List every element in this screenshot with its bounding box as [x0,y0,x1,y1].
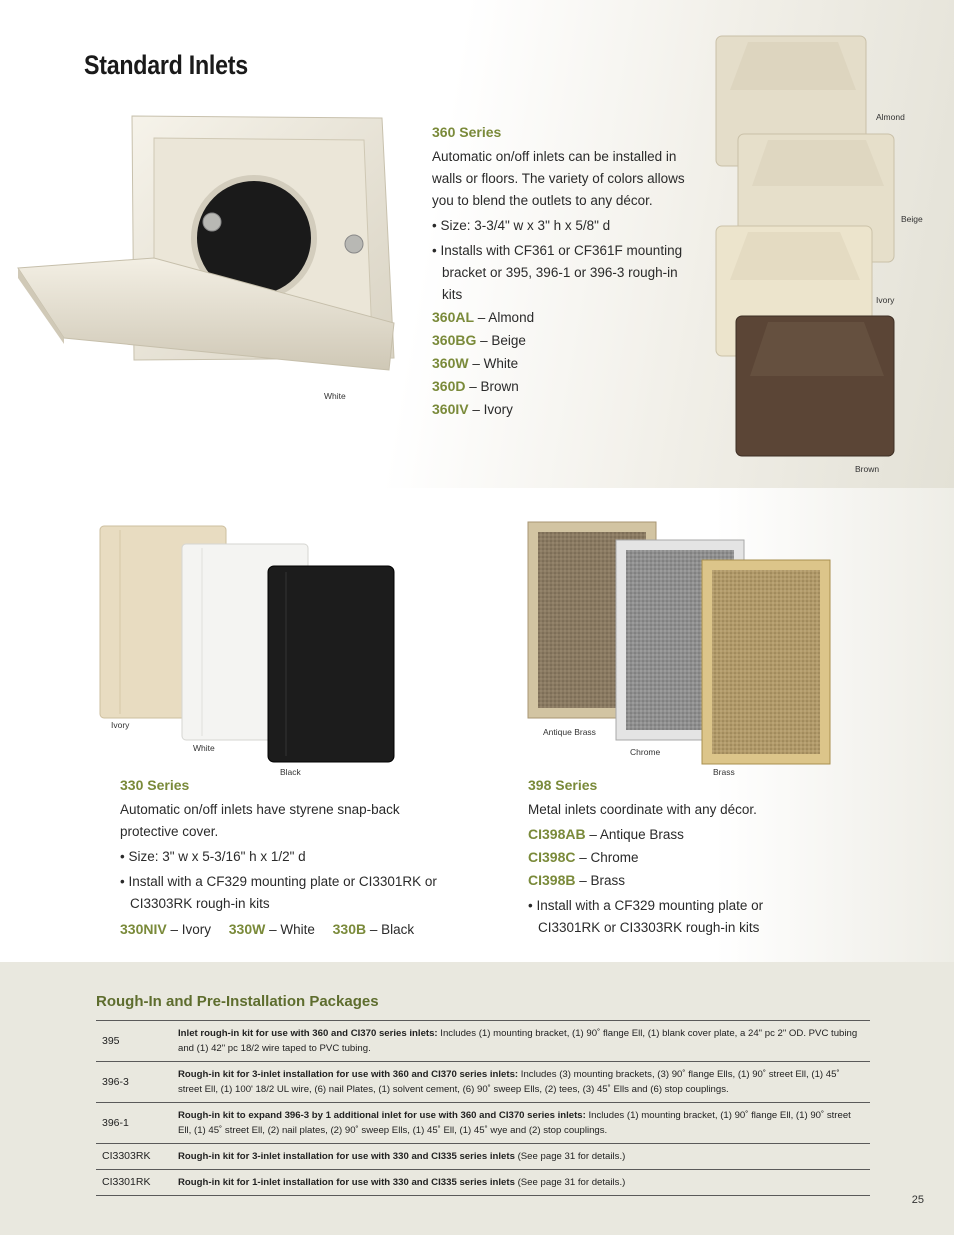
inlet-398-caption-brass: Brass [713,767,735,777]
page-title: Standard Inlets [84,50,248,80]
model-ci398c: CI398C – Chrome [528,849,639,865]
swatch-caption-beige: Beige [901,214,923,224]
model-360al: 360AL – Almond [432,309,535,325]
series-330-models [120,918,440,941]
series-330-bullet-install: • Install with a CF329 mounting plate or CI3301RK or CI3303RK rough-in kits [120,874,437,911]
inlet-360-white-photo [14,108,404,388]
series-360-block [432,121,692,421]
inlet-330-caption-white: White [193,743,215,753]
rough-in-model: 396-1 [96,1103,172,1144]
rough-in-model: CI3301RK [96,1170,172,1196]
model-360d: 360D – Brown [432,378,519,394]
rough-in-description: Inlet rough-in kit for use with 360 and CI370 series inlets: Includes (1) mounting bracket, (1) 90˚ flange Ell, (1) blank cover plate, a 24" pc 2" OD. PVC tubing and (1) 42" pc 18/2 wire taped to PVC tubing. [172,1021,870,1062]
series-398-heading: 398 Series [528,777,598,793]
series-330-description: Automatic on/off inlets have styrene snap-back protective cover. [120,802,400,839]
swatch-caption-ivory: Ivory [876,295,895,305]
model-330w: 330W – White [228,921,315,937]
series-398-description: Metal inlets coordinate with any décor. [528,802,757,817]
rough-in-table [96,1020,870,1196]
swatch-caption-almond: Almond [876,112,905,122]
inlet-330-photo [96,518,406,768]
rough-in-description: Rough-in kit for 3-inlet installation for use with 330 and CI335 series inlets (See page 31 for details.) [172,1144,870,1170]
model-330b: 330B – Black [332,921,415,937]
inlet-398-caption-chrome: Chrome [630,747,661,757]
series-360-description: Automatic on/off inlets can be installed in walls or floors. The variety of colors allows you to blend the outlets to any décor. [432,149,685,208]
rough-in-model: 395 [96,1021,172,1062]
model-ci398b: CI398B – Brass [528,872,626,888]
inlet-330-caption-ivory: Ivory [111,720,130,730]
table-row [96,1144,870,1170]
series-360-heading: 360 Series [432,124,502,140]
rough-in-description: Rough-in kit to expand 396-3 by 1 additional inlet for use with 360 and CI370 series inlets: Includes (1) mounting bracket, (1) 90˚ flange Ell, (1) 90˚ street Ell, (1) 45˚ street Ell, (2) nail plates, (2) 90˚ sweep Ells, (1) 45˚ Ell, (1) 45˚ wye and (2) stop couplings. [172,1103,870,1144]
inlet-360-color-swatches [708,30,928,460]
model-360bg: 360BG – Beige [432,332,526,348]
model-360iv: 360IV – Ivory [432,401,513,417]
rough-in-description: Rough-in kit for 3-inlet installation for use with 360 and CI370 series inlets: Includes (3) mounting brackets, (3) 90˚ flange Ells, (1) 90˚ street Ell, (1) 45˚ street Ell, (1) 100' 18/2 UL wire, (6) nail Plates, (1) solvent cement, (6) 90˚ sweep Ells, (2) tees, (3) 45˚ Ells and (6) stop couplings. [172,1062,870,1103]
inlet-330-caption-black: Black [280,767,301,777]
model-ci398ab: CI398AB – Antique Brass [528,826,684,842]
rough-in-description: Rough-in kit for 1-inlet installation for use with 330 and CI335 series inlets (See page 31 for details.) [172,1170,870,1196]
rough-in-model: 396-3 [96,1062,172,1103]
page-number: 25 [911,1194,924,1206]
series-398-block [528,774,788,939]
inlet-360-white-caption: White [324,391,346,401]
series-330-bullet-size: • Size: 3" w x 5-3/16" h x 1/2" d [120,849,306,864]
table-row [96,1170,870,1196]
model-360w: 360W – White [432,355,519,371]
table-row [96,1103,870,1144]
rough-in-title: Rough-In and Pre-Installation Packages [96,993,379,1010]
inlet-398-caption-antique-brass: Antique Brass [543,727,596,737]
series-330-block [120,774,440,941]
series-330-heading: 330 Series [120,777,190,793]
series-360-bullet-size: • Size: 3-3/4" w x 3" h x 5/8" d [432,218,611,233]
table-row [96,1062,870,1103]
swatch-caption-brown: Brown [855,464,880,474]
table-row [96,1021,870,1062]
series-360-bullet-install: • Installs with CF361 or CF361F mounting bracket or 395, 396-1 or 396-3 rough-in kits [432,243,683,302]
rough-in-model: CI3303RK [96,1144,172,1170]
model-330niv: 330NIV – Ivory [120,921,211,937]
series-398-bullet-install: • Install with a CF329 mounting plate or CI3301RK or CI3303RK rough-in kits [528,898,764,935]
